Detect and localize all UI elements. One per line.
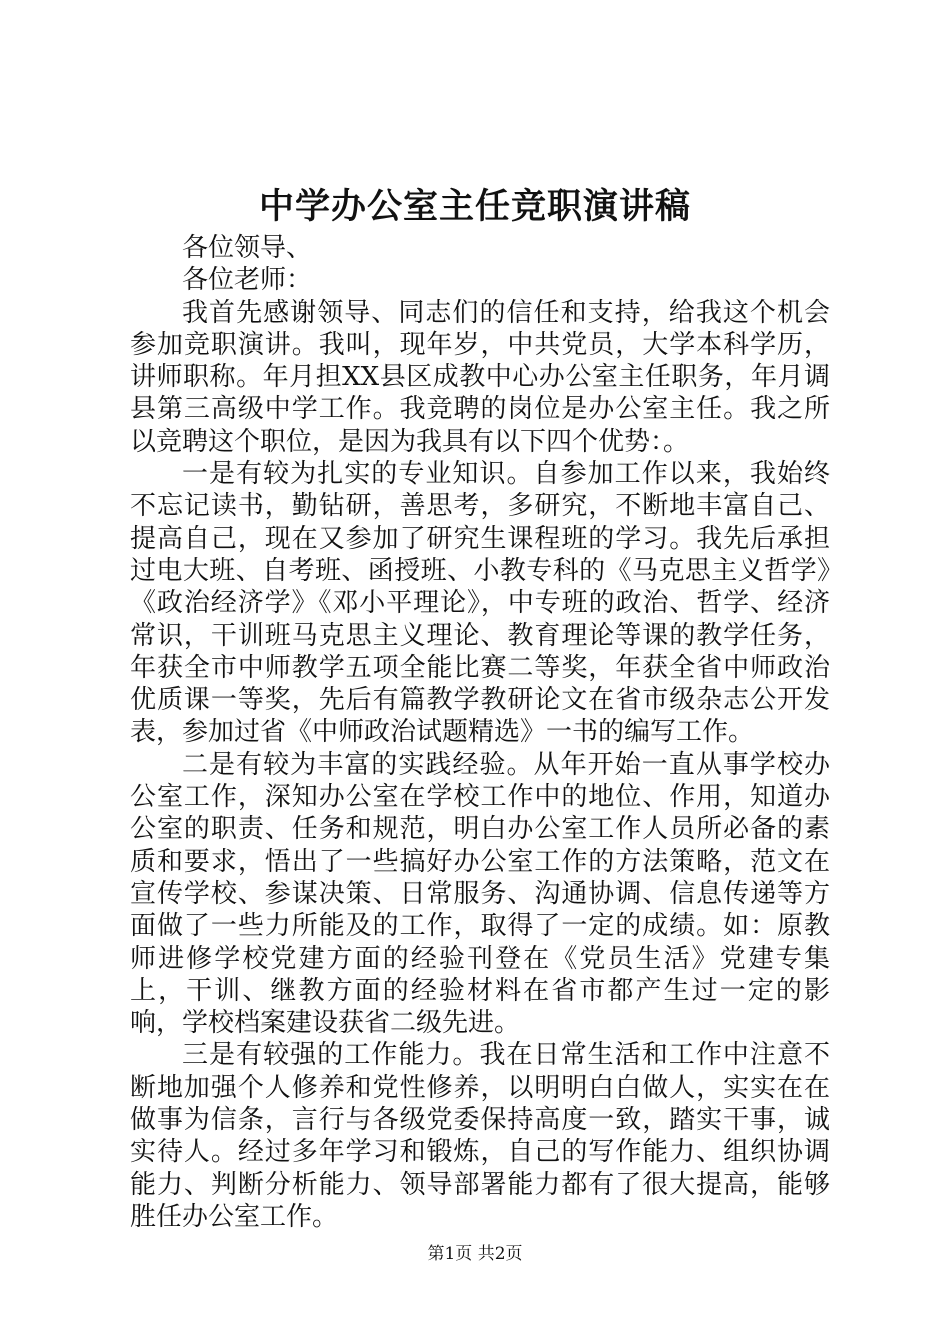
salutation-teachers: 各位老师： [182, 265, 313, 296]
document-title: 中学办公室主任竞职演讲稿 [258, 187, 691, 227]
page-number-footer: 第1页 共2页 [427, 1244, 523, 1264]
document-body [130, 232, 830, 1233]
paragraph-introduction: 我首先感谢领导、同志们的信任和支持，给我这个机会参加竞职演讲。我叫，现年岁，中共党员，大学本科学历，讲师职称。年月担XX县区成教中心办公室主任职务，年月调县第三高级中学工作。我竞聘的岗位是办公室主任。我之所以竞聘这个职位，是因为我具有以下四个优势：。 [130, 297, 830, 457]
paragraph-advantage-knowledge: 一是有较为扎实的专业知识。自参加工作以来，我始终不忘记读书，勤钻研，善思考，多研究，不断地丰富自己、提高自己，现在又参加了研究生课程班的学习。我先后承担过电大班、自考班、函授班、小教专科的《马克思主义哲学》《政治经济学》《邓小平理论》，中专班的政治、哲学、经济常识，干训班马克思主义理论、教育理论等课的教学任务，年获全市中师教学五项全能比赛二等奖，年获全省中师政治优质课一等奖，先后有篇教学教研论文在省市级杂志公开发表，参加过省《中师政治试题精选》一书的编写工作。 [130, 459, 830, 748]
paragraph-advantage-experience: 二是有较为丰富的实践经验。从年开始一直从事学校办公室工作，深知办公室在学校工作中的地位、作用，知道办公室的职责、任务和规范，明白办公室工作人员所必备的素质和要求，悟出了一些搞好办公室工作的方法策略，范文在宣传学校、参谋决策、日常服务、沟通协调、信息传递等方面做了一些力所能及的工作，取得了一定的成绩。如：原教师进修学校党建方面的经验刊登在《党员生活》党建专集上，干训、继教方面的经验材料在省市都产生过一定的影响，学校档案建设获省二级先进。 [130, 749, 830, 1039]
salutation-leaders: 各位领导、 [182, 233, 313, 263]
paragraph-advantage-ability: 三是有较强的工作能力。我在日常生活和工作中注意不断地加强个人修养和党性修养，以明明白白做人，实实在在做事为信条，言行与各级党委保持高度一致，踏实干事，诚实待人。经过多年学习和锻炼，自己的写作能力、组织协调能力、判断分析能力、领导部署能力都有了很大提高，能够胜任办公室工作。 [130, 1040, 830, 1232]
